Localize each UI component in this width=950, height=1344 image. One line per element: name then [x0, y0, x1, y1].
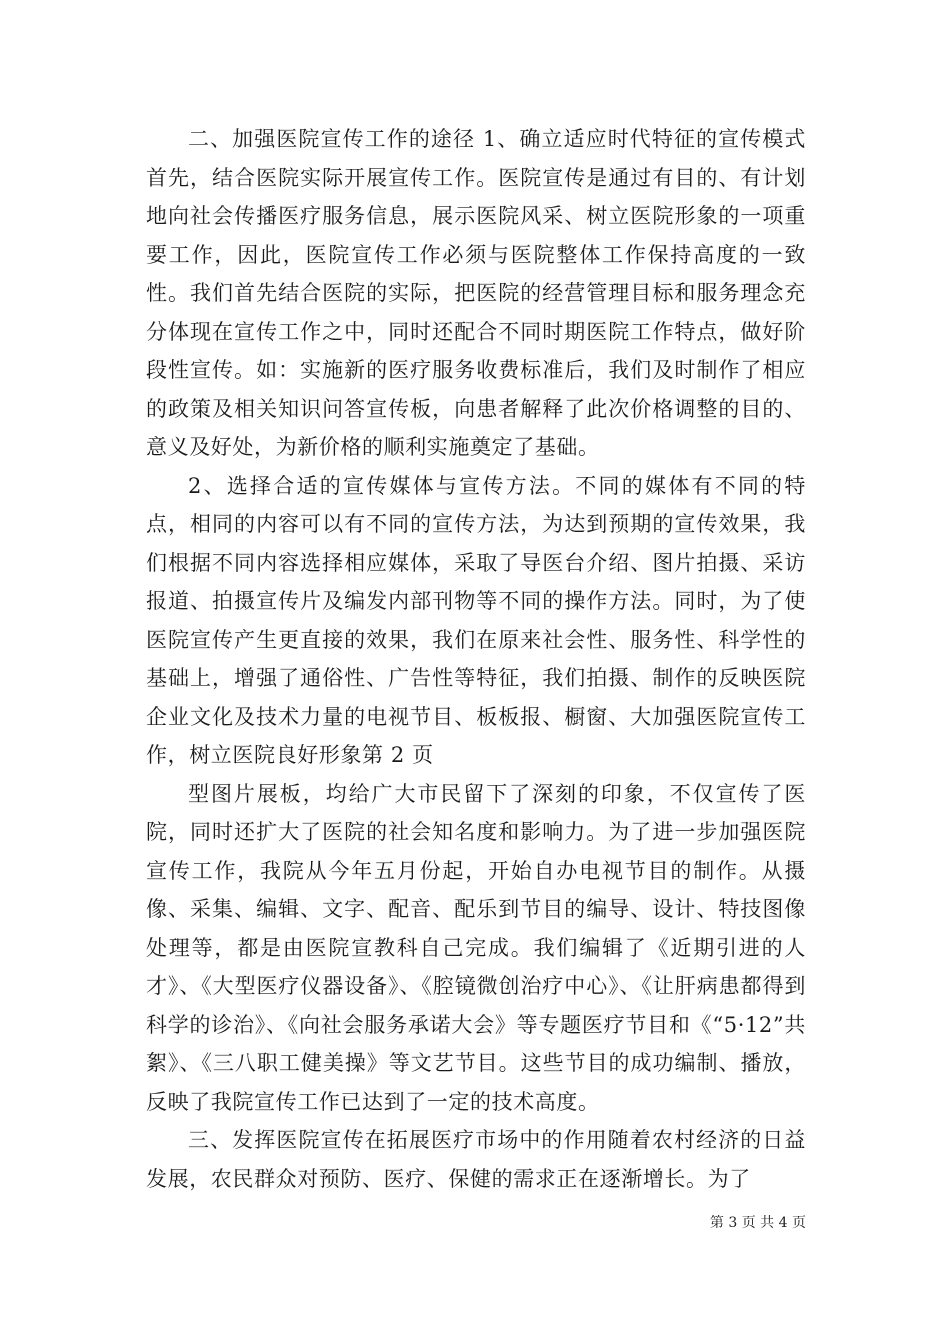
paragraph-2: 2、选择合适的宣传媒体与宣传方法。不同的媒体有不同的特点，相同的内容可以有不同的宣传方法，为达到预期的宣传效果，我们根据不同内容选择相应媒体，采取了导医台介绍、图片拍摄、采访报道、拍摄宣传片及编发内部刊物等不同的操作方法。同时，为了使医院宣传产生更直接的效果，我们在原来社会性、服务性、科学性的基础上，增强了通俗性、广告性等特征，我们拍摄、制作的反映医院企业文化及技术力量的电视节目、板板报、橱窗、大加强医院宣传工作，树立医院良好形象第 2 页 [146, 473, 806, 767]
paragraph-1: 二、加强医院宣传工作的途径 1、确立适应时代特征的宣传模式首先，结合医院实际开展宣传工作。医院宣传是通过有目的、有计划地向社会传播医疗服务信息，展示医院风采、树立医院形象的一项重要工作，因此，医院宣传工作必须与医院整体工作保持高度的一致性。我们首先结合医院的实际，把医院的经营管理目标和服务理念充分体现在宣传工作之中，同时还配合不同时期医院工作特点，做好阶段性宣传。如：实施新的医疗服务收费标准后，我们及时制作了相应的政策及相关知识问答宣传板，向患者解释了此次价格调整的目的、意义及好处，为新价格的顺利实施奠定了基础。 [146, 127, 806, 459]
paragraph-4: 三、发挥医院宣传在拓展医疗市场中的作用随着农村经济的日益发展，农民群众对预防、医疗、保健的需求正在逐渐增长。为了 [146, 1128, 806, 1191]
paragraph-3: 型图片展板，均给广大市民留下了深刻的印象，不仅宣传了医院，同时还扩大了医院的社会知名度和影响力。为了进一步加强医院宣传工作，我院从今年五月份起，开始自办电视节目的制作。从摄像、采集、编辑、文字、配音、配乐到节目的编导、设计、特技图像处理等，都是由医院宣教科自己完成。我们编辑了《近期引进的人才》、《大型医疗仪器设备》、《腔镜微创治疗中心》、《让肝病患都得到科学的诊治》、《向社会服务承诺大会》等专题医疗节目和《“5·12”共絮》、《三八职工健美操》等文艺节目。这些节目的成功编制、播放，反映了我院宣传工作已达到了一定的技术高度。 [146, 781, 806, 1114]
document-body [146, 120, 806, 1198]
page-number-footer: 第 3 页 共 4 页 [709, 1215, 806, 1231]
